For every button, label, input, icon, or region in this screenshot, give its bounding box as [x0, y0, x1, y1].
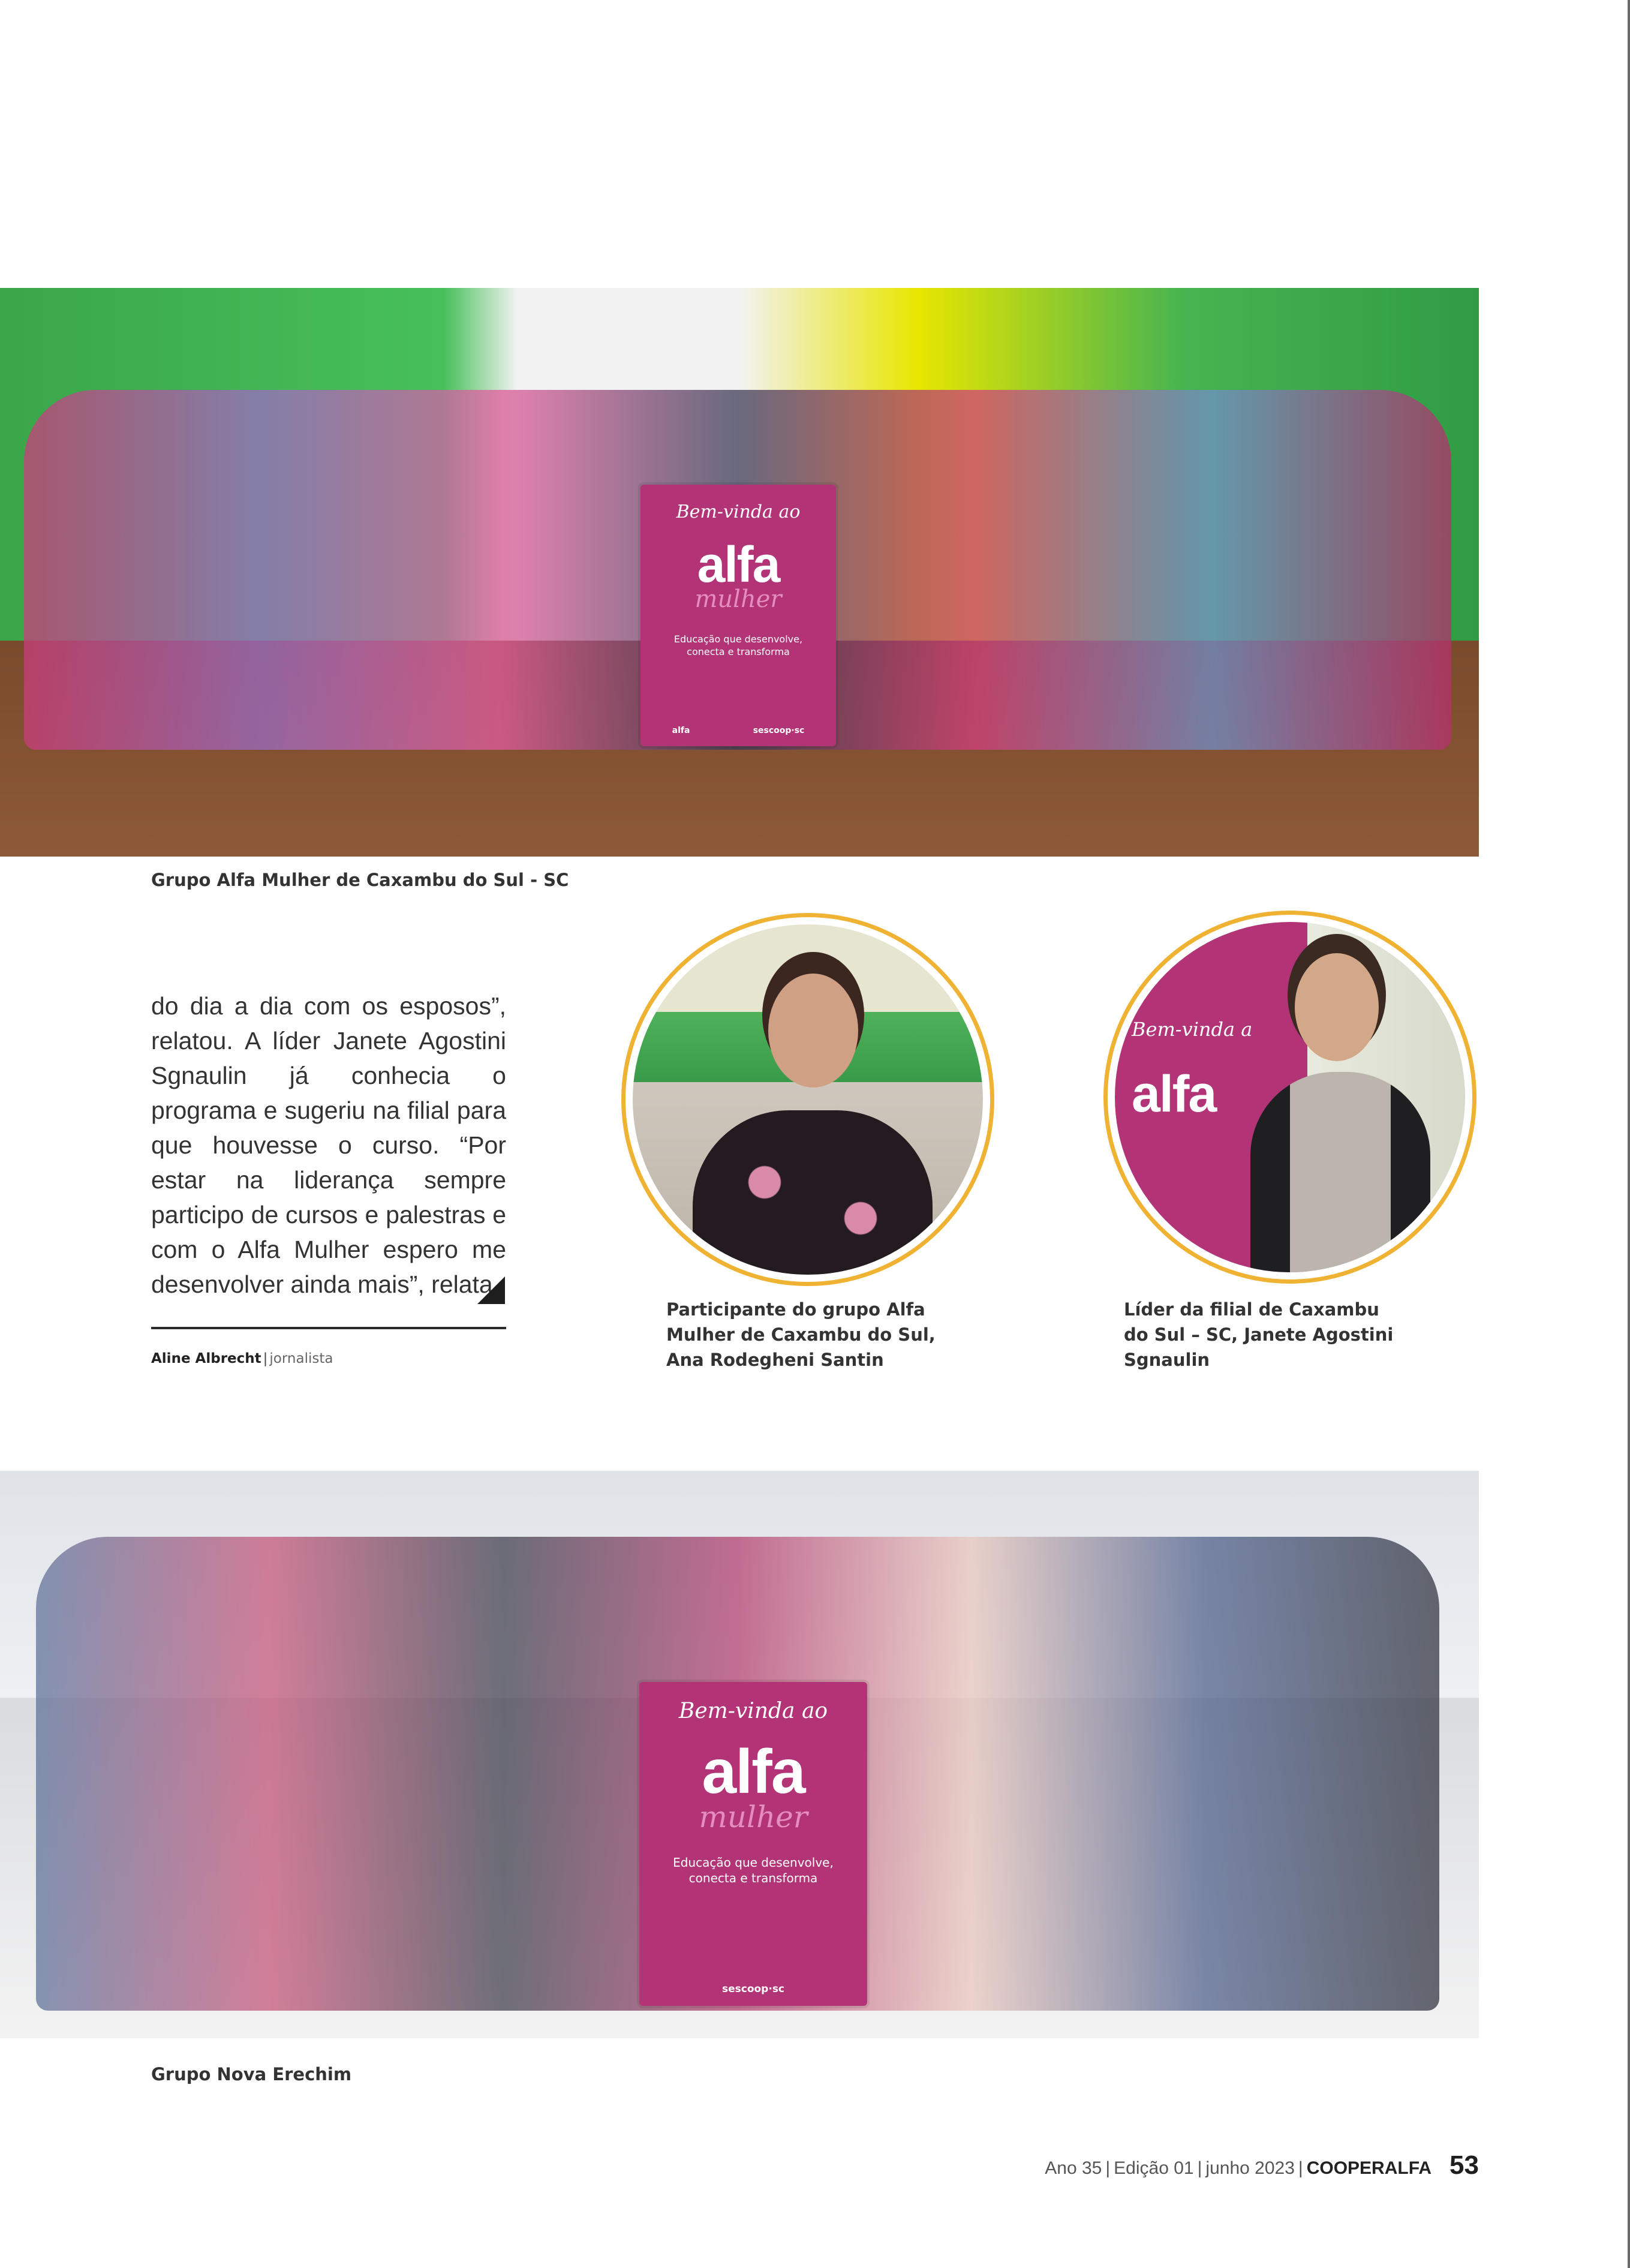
banner-brand: alfa	[1132, 1065, 1216, 1123]
banner-logo: sescoop·sc	[753, 726, 805, 735]
byline-separator: |	[263, 1351, 268, 1366]
banner-logos	[640, 726, 836, 735]
banner-title: Bem-vinda ao	[676, 501, 801, 522]
banner-tagline: Educação que desenvolve, conecta e transforma	[673, 1855, 834, 1885]
publication-name: COOPERALFA	[1306, 2158, 1432, 2178]
article-end-mark	[477, 1276, 505, 1304]
portrait-janete	[1103, 911, 1476, 1284]
banner-logo: sescoop·sc	[721, 1983, 785, 1995]
person-figure	[693, 1110, 933, 1275]
banner-logo: alfa	[672, 726, 690, 735]
portrait-banner	[1132, 1018, 1252, 1124]
author-name: Aline Albrecht	[151, 1351, 261, 1366]
issue-edition: Edição 01	[1114, 2158, 1194, 2178]
banner-title: Bem-vinda ao	[678, 1699, 828, 1723]
welcome-banner	[640, 485, 836, 746]
page-footer	[1045, 2150, 1479, 2180]
banner-tagline: Educação que desenvolve, conecta e transforma	[673, 633, 803, 657]
byline	[151, 1351, 333, 1366]
person-head	[768, 974, 858, 1088]
group-photo-caxambu	[0, 288, 1479, 857]
person-figure	[1250, 1072, 1430, 1272]
issue-year: Ano 35	[1045, 2158, 1102, 2178]
banner-script: mulher	[694, 585, 782, 613]
banner-brand: alfa	[702, 1737, 805, 1807]
portrait-photo	[633, 924, 983, 1275]
page-number: 53	[1449, 2150, 1479, 2180]
person-head	[1295, 953, 1379, 1061]
portrait-photo	[1115, 922, 1465, 1272]
banner-logos	[639, 1983, 867, 1995]
banner-title: Bem-vinda a	[1132, 1018, 1253, 1041]
issue-date: junho 2023	[1205, 2158, 1295, 2178]
photo-caption: Grupo Nova Erechim	[151, 2064, 352, 2084]
page-edge-rule	[1628, 0, 1630, 2268]
welcome-banner	[639, 1682, 867, 2006]
portrait-ana	[621, 913, 994, 1286]
article-body: do dia a dia com os esposos”, relatou. A líder Janete Agostini Sgnaulin já conhecia o programa e sugeriu na filial para que houvesse o curso. “Por estar na liderança sempre participo de cursos e palestras e com o Alfa Mulher espero me desenvolver ainda mais”, relata.	[151, 992, 506, 1298]
byline-divider	[151, 1327, 506, 1329]
photo-caption: Grupo Alfa Mulher de Caxambu do Sul - SC	[151, 870, 569, 890]
portrait-caption-janete: Líder da filial de Caxambu do Sul – SC, Janete Agostini Sgnaulin	[1124, 1299, 1394, 1370]
banner-brand: alfa	[697, 536, 780, 593]
issue-info: Ano 35 | Edição 01 | junho 2023 |	[1045, 2158, 1303, 2178]
banner-script: mulher	[699, 1800, 808, 1834]
group-photo-nova-erechim	[0, 1471, 1479, 2038]
author-role: jornalista	[269, 1351, 333, 1366]
portrait-caption-ana: Participante do grupo Alfa Mulher de Caxambu do Sul, Ana Rodegheni Santin	[666, 1299, 936, 1370]
